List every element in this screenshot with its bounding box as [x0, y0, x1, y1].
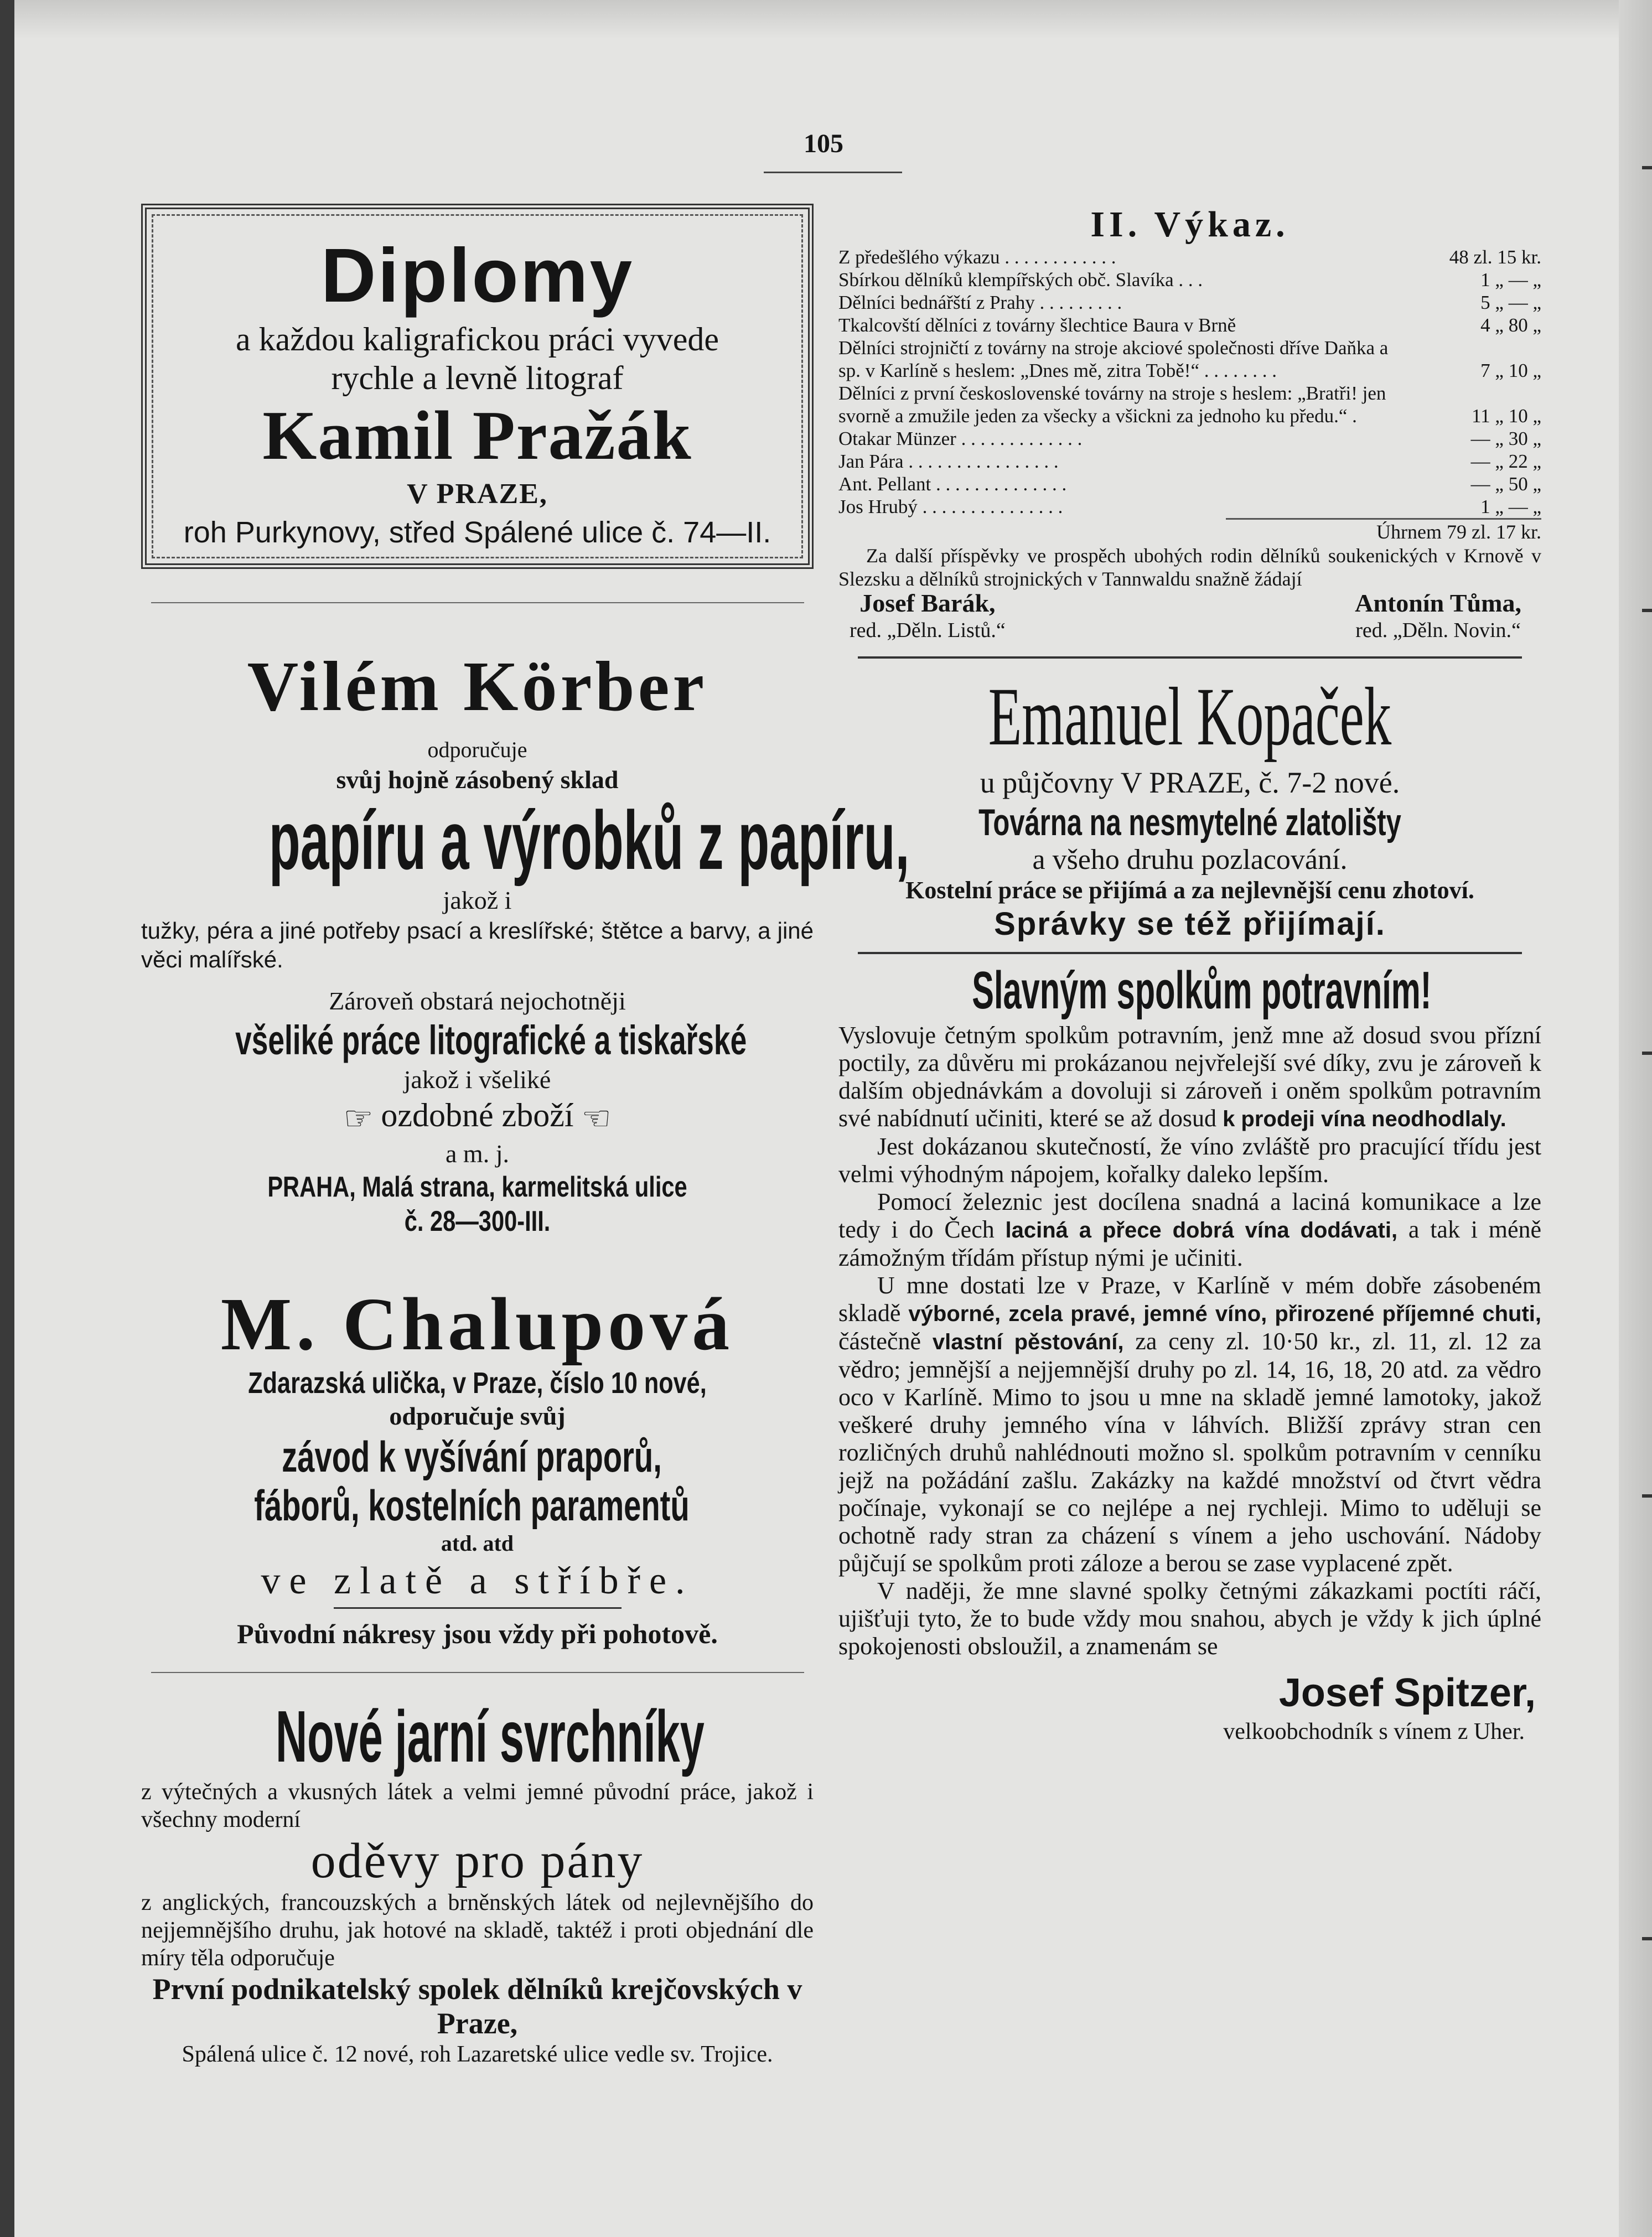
- spitzer-p4: [838, 1272, 1541, 1577]
- margin-tick: [1642, 166, 1652, 169]
- scan-right-edge: [1619, 0, 1652, 2237]
- spitzer-p3-text: Pomocí železnic jest docílena snadná a laciná komunikace a lze tedy i do Čech: [838, 1188, 1541, 1243]
- scan-left-edge: [0, 0, 14, 2237]
- vykaz-label: Ant. Pellant . . . . . . . . . . . . . .: [838, 473, 1067, 495]
- spitzer-p4-text2: částečně: [838, 1328, 921, 1355]
- vykaz-amount: 48 zl. 15 kr.: [1449, 246, 1541, 268]
- svrchniky-l4: První podnikatelský spolek dělníků krejčovských v Praze,: [152, 1972, 802, 2041]
- spitzer-p5: V naději, že mne slavné spolky četnými zákazkami poctíti ráčí, ujišťuji tyto, že to bude vždy mou snahou, abych je vždy k jich úplné spokojenosti obsloužil, a znamenám se: [838, 1577, 1541, 1660]
- divider: [858, 656, 1522, 659]
- chalupova-l5: ve zlatě a stříbře.: [261, 1560, 694, 1603]
- vykaz-label: Sbírkou dělníků klempířských obč. Slavíka . . .: [838, 269, 1203, 291]
- diplomy-title: Diplomy: [320, 233, 634, 318]
- vykaz-label: Dělníci bednářští z Prahy . . . . . . . . .: [838, 292, 1122, 313]
- ad-diplomy: [141, 204, 814, 569]
- divider: [334, 1607, 622, 1609]
- vykaz-label: Dělníci strojničtí z továrny na stroje akciové společnosti dříve Daňka a sp. v Karlíně s heslem: „Dnes mě, zitra Tobě!“ . . . . . . . .: [838, 337, 1389, 381]
- korber-l12: č. 28—300-III.: [404, 1205, 551, 1238]
- korber-l6: Zároveň obstará nejochotněji: [329, 987, 626, 1015]
- korber-l8: jakož i všeliké: [403, 1065, 551, 1094]
- diplomy-name: Kamil Pražák: [262, 397, 692, 474]
- korber-l3: papíru a výrobků z papíru,: [268, 794, 910, 887]
- vykaz-row: [838, 246, 1541, 268]
- spitzer-p4-text: U mne dostati lze v Praze, v Karlíně v mém dobře zásobeném skladě: [838, 1272, 1541, 1327]
- svrchniky-l3: z anglických, francouzských a brněnských látek od nejlevnějšího do nejjemnějšího druhu, jak hotové na skladě, taktéž i proti objednání dle míry těla odporučuje: [141, 1890, 814, 1971]
- sig1-role: red. „Děln. Listů.“: [850, 619, 1006, 642]
- spitzer-signature: Josef Spitzer,: [1278, 1671, 1536, 1715]
- kopacek-l4: Kostelní práce se přijímá a za nejlevnější cenu zhotoví.: [905, 877, 1474, 904]
- korber-l9: ozdobné zboží: [381, 1097, 574, 1133]
- svrchniky-title: Nové jarní svrchníky: [276, 1696, 705, 1778]
- vykaz-row: [838, 336, 1541, 382]
- margin-tick: [1642, 1494, 1652, 1498]
- kopacek-l1: u půjčovny V PRAZE, č. 7-2 nové.: [980, 766, 1400, 799]
- page-number-rule: [764, 172, 902, 173]
- divider: [151, 1672, 804, 1673]
- kopacek-l3: a všeho druhu pozlacování.: [1032, 844, 1348, 876]
- svrchniky-l2: oděvy pro pány: [310, 1834, 644, 1889]
- svrchniky-l1: z výtečných a vkusných látek a velmi jemné původní práce, jakož i všechny moderní: [141, 1779, 814, 1833]
- spitzer-title: Slavným spolkům potravním!: [972, 961, 1432, 1020]
- spitzer-p4-bold: výborné, zcela pravé, jemné víno, přirozené příjemné chuti,: [908, 1302, 1542, 1326]
- chalupova-name: M. Chalupová: [220, 1283, 734, 1366]
- vykaz-title: II. Výkaz.: [1090, 204, 1290, 245]
- vykaz-amount: — „ 30 „: [1470, 428, 1541, 449]
- korber-l9-row: [141, 1096, 814, 1138]
- ad-spitzer: [838, 960, 1541, 1746]
- ad-kopacek: [838, 670, 1541, 944]
- vykaz-label: Tkalcovští dělníci z továrny šlechtice Baura v Brně: [838, 314, 1236, 336]
- vykaz-amount: 5 „ — „: [1480, 292, 1541, 313]
- vykaz-row: [838, 450, 1541, 473]
- vykaz-amount: — „ 50 „: [1470, 473, 1541, 495]
- sig1-name: Josef Barák,: [859, 589, 996, 617]
- margin-tick: [1642, 1052, 1652, 1055]
- scan-top-edge: [0, 0, 1652, 39]
- diplomy-line2: rychle a levně litograf: [331, 360, 624, 396]
- vykaz-amount: 1 „ — „: [1480, 496, 1541, 517]
- spitzer-p4-bold2: vlastní pěstování,: [932, 1330, 1124, 1354]
- spitzer-p3-text2: a tak i méně zámožným třídám přístup nými je učiniti.: [838, 1216, 1542, 1271]
- ad-chalupova: [141, 1283, 814, 1650]
- margin-tick: [1642, 609, 1652, 612]
- diplomy-line1: a každou kaligrafickou práci vyvede: [236, 321, 719, 358]
- signature-tuma: [1355, 591, 1521, 643]
- page-number: 105: [804, 129, 843, 158]
- sig2-role: red. „Děln. Novin.“: [1355, 619, 1521, 642]
- vykaz-row: [838, 268, 1541, 291]
- diplomy-city: V PRAZE,: [407, 478, 548, 510]
- vykaz-amount: 1 „ — „: [1480, 269, 1541, 291]
- spitzer-subtitle: velkoobchodník s vínem z Uher.: [1223, 1719, 1525, 1744]
- ad-svrchniky: [141, 1695, 814, 2068]
- svrchniky-l5: Spálená ulice č. 12 nové, roh Lazaretské ulice vedle sv. Trojice.: [182, 2042, 773, 2068]
- vykaz-label: Z předešlého výkazu . . . . . . . . . . . .: [838, 246, 1116, 268]
- ad-korber: [141, 642, 910, 1239]
- korber-l1: odporučuje: [427, 737, 527, 762]
- vykaz-label: Jan Pára . . . . . . . . . . . . . . . .: [838, 450, 1059, 472]
- vykaz-label: Otakar Münzer . . . . . . . . . . . . .: [838, 428, 1083, 449]
- korber-l5: tužky, péra a jiné potřeby psací a kreslířské; štětce a barvy, a jiné věci malířské.: [141, 918, 814, 972]
- vykaz-table: [838, 246, 1541, 518]
- vykaz-note: Za další příspěvky ve prospěch ubohých rodin dělníků soukenických v Krnově v Slezsku a dělníků strojnických v Tannwaldu snažně žádají: [838, 545, 1541, 590]
- vykaz-signatures: [838, 591, 1541, 643]
- spitzer-p1: [838, 1022, 1541, 1133]
- vykaz-label: Dělníci z první československé továrny na stroje s heslem: „Bratři! jen svorně a zmužile jeden za všecky a všickni za jednoho ku předu.“ .: [838, 382, 1386, 427]
- vykaz-total: Úhrnem 79 zl. 17 kr.: [1226, 518, 1541, 544]
- chalupova-l4: atd. atd: [441, 1531, 514, 1556]
- vykaz-row: [838, 495, 1541, 518]
- korber-l4: jakož i: [443, 886, 512, 914]
- sig2-name: Antonín Tůma,: [1355, 589, 1521, 617]
- kopacek-l2: Továrna na nesmytelné zlatolišty: [978, 801, 1401, 843]
- korber-l2: svůj hojně zásobený sklad: [336, 765, 619, 794]
- vykaz-row: [838, 314, 1541, 336]
- korber-l7: všeliké práce litografické a tiskařské: [235, 1017, 747, 1063]
- vykaz-amount: 4 „ 80 „: [1480, 314, 1541, 336]
- spitzer-p1-bold: k prodeji vína neodhodlaly.: [1223, 1107, 1506, 1131]
- right-column: [838, 204, 1541, 1746]
- chalupova-l1: Zdarazská ulička, v Praze, číslo 10 nové,: [248, 1366, 707, 1400]
- vykaz-amount: 7 „ 10 „: [1480, 360, 1541, 381]
- divider: [151, 602, 804, 603]
- spitzer-p3: [838, 1188, 1541, 1272]
- chalupova-l6: Původní nákresy jsou vždy při pohotově.: [237, 1618, 718, 1650]
- margin-tick: [1642, 1937, 1652, 1940]
- korber-l10: a m. j.: [446, 1140, 509, 1168]
- spitzer-p2: Jest dokázanou skutečností, že víno zvláště pro pracující třídu jest velmi výhodným nápojem, kořalky daleko lepším.: [838, 1133, 1541, 1188]
- kopacek-name: Emanuel Kopaček: [988, 671, 1392, 763]
- vykaz-amount: 11 „ 10 „: [1471, 405, 1541, 427]
- kopacek-l5: Správky se též přijímají.: [994, 906, 1386, 942]
- vykaz-row: [838, 473, 1541, 495]
- chalupova-l2: odporučuje svůj: [389, 1402, 566, 1431]
- diplomy-address: roh Purkynovy, střed Spálené ulice č. 74—II.: [183, 516, 771, 549]
- pointing-hand-left-icon: ☜: [581, 1100, 612, 1137]
- spitzer-p3-bold: laciná a přece dobrá vína dodávati,: [1005, 1218, 1398, 1242]
- vykaz-label: Jos Hrubý . . . . . . . . . . . . . . .: [838, 496, 1063, 517]
- spitzer-p1-text: Vyslovuje četným spolkům potravním, jenž mne až dosud svou přízní poctily, za důvěru mi prokázanou nejvřelejší své díky, zvu je zároveň k dalším objednávkám a dovoluji si zároveň i oněm spolkům potravním své nabídnutí učiniti, které se až dosud: [838, 1022, 1541, 1132]
- chalupova-l3: závod k vyšívání praporů, fáborů, kostelních paramentů: [254, 1432, 690, 1530]
- vykaz-row: [838, 427, 1541, 450]
- korber-l11: PRAHA, Malá strana, karmelitská ulice: [267, 1171, 687, 1204]
- vykaz-row: [838, 382, 1541, 427]
- vykaz-row: [838, 291, 1541, 314]
- divider: [858, 952, 1522, 954]
- spitzer-p4-text3: za ceny zl. 10·50 kr., zl. 11, zl. 12 za vědro; jemnější a nejjemnější druhy po zl. 14, 16, 18, 20 atd. za vědro oco v Karlíně. Mimo to jsou u mne na skladě jemné lamotoky, jakož veškeré druhy jemného vína v láhvích. Bližší zprávy stran cen rozličných druhů nahlédnouti možno sl. spolkům potravním v cenníku jejž na požádání zašlu. Zakázky na každé množství od čtvrt vědra počínaje, vykonají se co nejlépe a nej rychleji. Mimo to uděluji se ochotně rady stran za cházení s vínem a jeho uschování. Nádoby půjčují se spolkům proti záloze a berou se zase vyplacené zpět.: [838, 1328, 1542, 1577]
- signature-barak: [850, 591, 1006, 643]
- pointing-hand-right-icon: ☞: [343, 1100, 374, 1137]
- korber-name: Vilém Körber: [247, 647, 708, 726]
- vykaz-amount: — „ 22 „: [1470, 450, 1541, 472]
